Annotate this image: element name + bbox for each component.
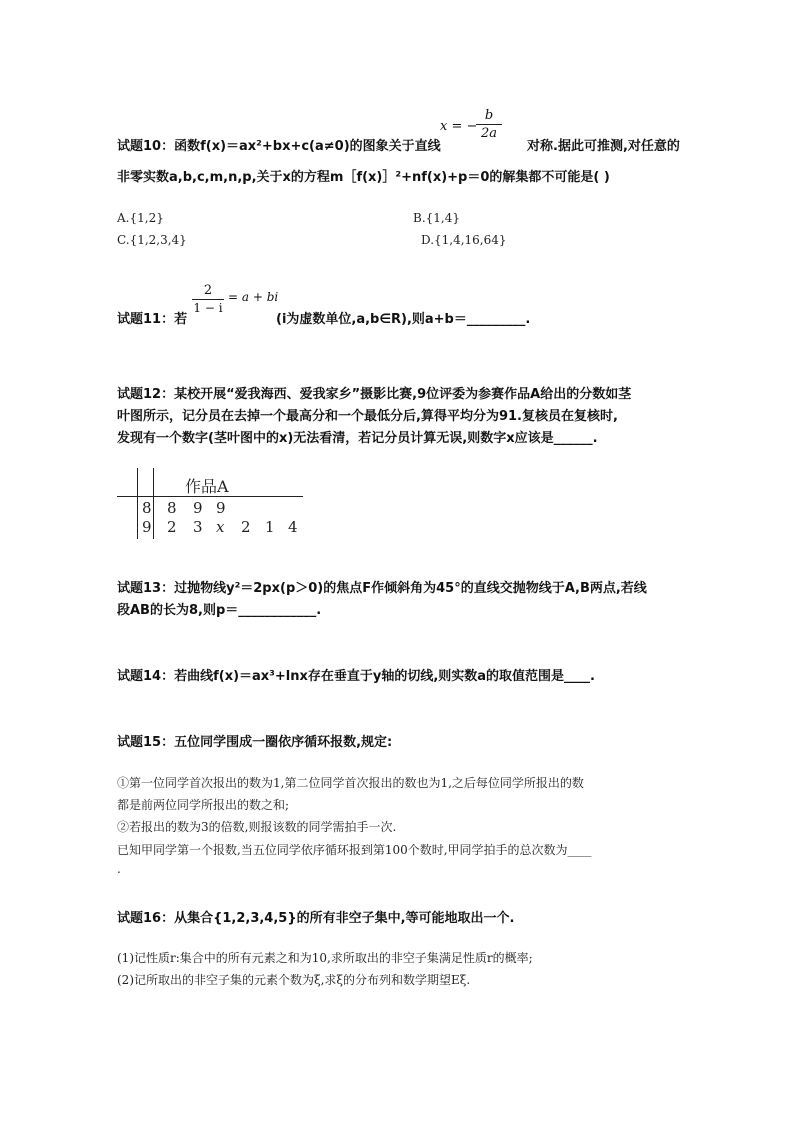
q11-fraction-bar xyxy=(192,299,224,300)
table-header-text: 作品A xyxy=(185,477,229,496)
q15-p3b: . xyxy=(117,862,121,876)
q13-text-1: 过抛物线y²＝2px(p＞0)的焦点F作倾斜角为45°的直线交抛物线于A,B两点,若线 xyxy=(174,581,647,596)
table-leaf-divider xyxy=(153,468,154,539)
q12-line1 xyxy=(117,383,631,402)
q13-label: 试题13： xyxy=(117,581,175,596)
q11-formula-rhs: = a + bi xyxy=(228,290,279,304)
q12-line3: 发现有一个数字(茎叶图中的x)无法看清，若记分员计算无误,则数字x应该是______. xyxy=(117,431,598,446)
q16-line xyxy=(117,907,514,926)
q14-label: 试题14： xyxy=(117,669,175,684)
q10-option-d: D.{1,4,16,64} xyxy=(421,233,507,247)
q10-formula-denominator: 2a xyxy=(480,126,498,141)
q11-line1 xyxy=(117,308,187,327)
leaf-9-1: 2 xyxy=(167,518,177,536)
q13-line1 xyxy=(117,577,647,596)
leaf-9-2: 3 xyxy=(193,518,203,536)
q10-formula-numerator: b xyxy=(484,108,494,123)
q15-p3a: 已知甲同学第一个报数,当五位同学依序循环报到第100个数时,甲同学拍手的总次数为____ xyxy=(117,843,592,857)
q10-text-a: 函数f(x)＝ax²+bx+c(a≠0)的图象关于直线 xyxy=(174,139,441,154)
q11-formula xyxy=(192,283,282,319)
q11-text-b: (i为虚数单位,a,b∈R),则a+b＝_________. xyxy=(276,312,531,327)
q12-text-1: 某校开展“爱我海西、爱我家乡”摄影比赛,9位评委为参赛作品A给出的分数如茎 xyxy=(174,387,632,402)
q10-formula-lhs: x = − xyxy=(440,119,478,134)
table-stem-divider xyxy=(137,468,138,539)
q10-option-a: A.{1,2} xyxy=(117,211,164,225)
stem-8: 8 xyxy=(142,499,152,517)
q12-line2: 叶图所示，记分员在去掉一个最高分和一个最低分后,算得平均分为91.复核员在复核时, xyxy=(117,409,618,424)
leaf-8-1: 8 xyxy=(167,499,177,517)
q16-text: 从集合{1,2,3,4,5}的所有非空子集中,等可能地取出一个. xyxy=(174,911,515,926)
q11-label: 试题11： xyxy=(117,312,175,327)
leaf-9-6: 4 xyxy=(288,518,298,536)
leaf-9-4: 2 xyxy=(241,518,251,536)
q15-p2: ②若报出的数为3的倍数,则报该数的同学需拍手一次. xyxy=(117,820,397,834)
q11-text-a: 若 xyxy=(174,312,188,327)
leaf-8-2: 9 xyxy=(193,499,203,517)
q10-line2: 非零实数a,b,c,m,n,p,关于x的方程m［f(x)］²+nf(x)+p＝0的解集都不可能是( ) xyxy=(117,170,610,185)
q16-p1: (1)记性质r:集合中的所有元素之和为10,求所取出的非空子集满足性质r的概率; xyxy=(117,951,533,965)
table-header xyxy=(185,474,229,497)
q10-line1 xyxy=(117,135,441,154)
q10-option-b: B.{1,4} xyxy=(413,211,460,225)
leaf-9-5: 1 xyxy=(265,518,275,536)
q15-text: 五位同学围成一圈依序循环报数,规定: xyxy=(174,735,393,750)
q13-line2: 段AB的长为8,则p＝____________. xyxy=(117,603,322,618)
q10-option-c: C.{1,2,3,4} xyxy=(117,233,187,247)
q10-text-b: 对称.据此可推测,对任意的 xyxy=(527,139,680,154)
q15-p1b: 都是前两位同学所报出的数之和; xyxy=(117,798,290,812)
q15-label: 试题15： xyxy=(117,735,175,750)
q14-line xyxy=(117,665,595,684)
q15-p1a: ①第一位同学首次报出的数为1,第二位同学首次报出的数也为1,之后每位同学所报出的数 xyxy=(117,776,584,790)
leaf-9-3: x xyxy=(216,518,225,536)
stem-leaf-table xyxy=(117,468,307,543)
q11-formula-numerator: 2 xyxy=(203,283,213,298)
q16-p2: (2)记所取出的非空子集的元素个数为ξ,求ξ的分布列和数学期望Eξ. xyxy=(117,973,471,987)
q11-formula-denominator: 1 − i xyxy=(193,301,223,315)
q14-text: 若曲线f(x)＝ax³+lnx存在垂直于y轴的切线,则实数a的取值范围是____. xyxy=(174,669,595,684)
q10-label: 试题10： xyxy=(117,139,175,154)
q10-fraction-bar xyxy=(476,124,502,125)
q12-label: 试题12： xyxy=(117,387,175,402)
q15-line xyxy=(117,731,392,750)
leaf-8-3: 9 xyxy=(216,499,226,517)
stem-9: 9 xyxy=(142,518,152,536)
q16-label: 试题16： xyxy=(117,911,175,926)
